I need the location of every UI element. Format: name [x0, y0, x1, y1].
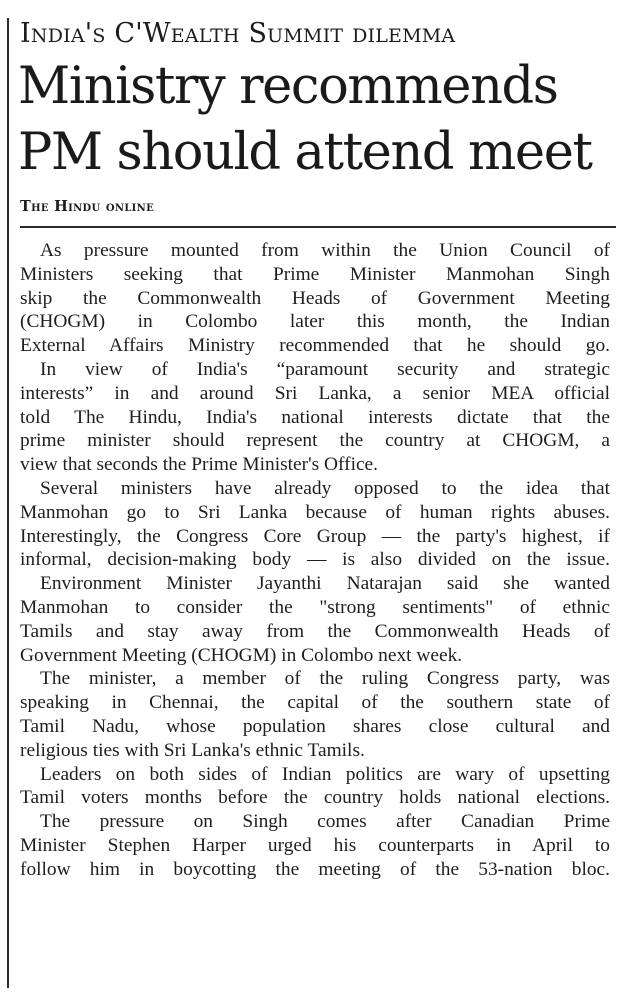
article-line: follow him in boycotting the meeting of the 53-nation bloc.: [20, 858, 610, 880]
article-line: As pressure mounted from within the Union Council of: [40, 240, 610, 261]
article-line: speaking in Chennai, the capital of the southern state of: [20, 692, 610, 714]
article-line: Leaders on both sides of Indian politics are wary of upsetting: [40, 763, 610, 785]
article-line: Manmohan go to Sri Lanka because of human rights abuses.: [20, 501, 610, 523]
article-line: religious ties with Sri Lanka's ethnic Tamils.: [20, 739, 365, 761]
article-line: Minister Stephen Harper urged his counterparts in April to: [20, 834, 610, 856]
article-line: Ministers seeking that Prime Minister Manmohan Singh: [20, 263, 610, 285]
article-line: Environment Minister Jayanthi Natarajan said she wanted: [40, 573, 610, 595]
headline-line-1: Ministry recommends: [18, 57, 558, 116]
article-paragraph: [20, 477, 610, 572]
separator-rule: [20, 226, 616, 228]
article-line: view that seconds the Prime Minister's Office.: [20, 454, 379, 476]
byline: The Hindu online: [20, 198, 154, 215]
article-line: skip the Commonwealth Heads of Government Meeting: [20, 287, 610, 309]
article-line: Manmohan to consider the "strong sentiments" of ethnic: [20, 596, 610, 618]
main-headline: [18, 54, 618, 186]
article-line: Government Meeting (CHOGM) in Colombo next week.: [20, 644, 463, 666]
article-line: informal, decision-making body — is also divided on the issue.: [20, 549, 610, 571]
article-line: told The Hindu, India's national interests dictate that the: [20, 406, 610, 428]
article-paragraph: [20, 358, 610, 477]
article-line: Interestingly, the Congress Core Group — the party's highest, if: [20, 525, 610, 547]
article-line: Tamil voters months before the country holds national elections.: [20, 787, 610, 809]
column-rule: [7, 18, 9, 988]
article-line: The minister, a member of the ruling Congress party, was: [40, 668, 610, 690]
article-line: Tamil Nadu, whose population shares close cultural and: [20, 715, 610, 737]
article-line: External Affairs Ministry recommended that he should go.: [20, 335, 610, 357]
article-paragraph: [20, 763, 610, 811]
article-line: Tamils and stay away from the Commonwealth Heads of: [20, 620, 610, 642]
article-line: prime minister should represent the country at CHOGM, a: [20, 430, 610, 452]
article-line: Several ministers have already opposed to the idea that: [40, 477, 610, 499]
article-body: [20, 239, 610, 882]
article-line: (CHOGM) in Colombo later this month, the Indian: [20, 311, 610, 333]
headline-line-2: PM should attend meet: [18, 123, 592, 182]
article-paragraph: [20, 572, 610, 667]
article-line: In view of India's “paramount security and strategic: [40, 358, 610, 380]
article-line: The pressure on Singh comes after Canadian Prime: [40, 811, 610, 833]
article-line: interests” in and around Sri Lanka, a senior MEA official: [20, 382, 610, 404]
article-paragraph: [20, 667, 610, 762]
article-paragraph: [20, 239, 610, 358]
kicker-headline: India's C'Wealth Summit dilemma: [20, 18, 456, 49]
article-paragraph: [20, 810, 610, 881]
